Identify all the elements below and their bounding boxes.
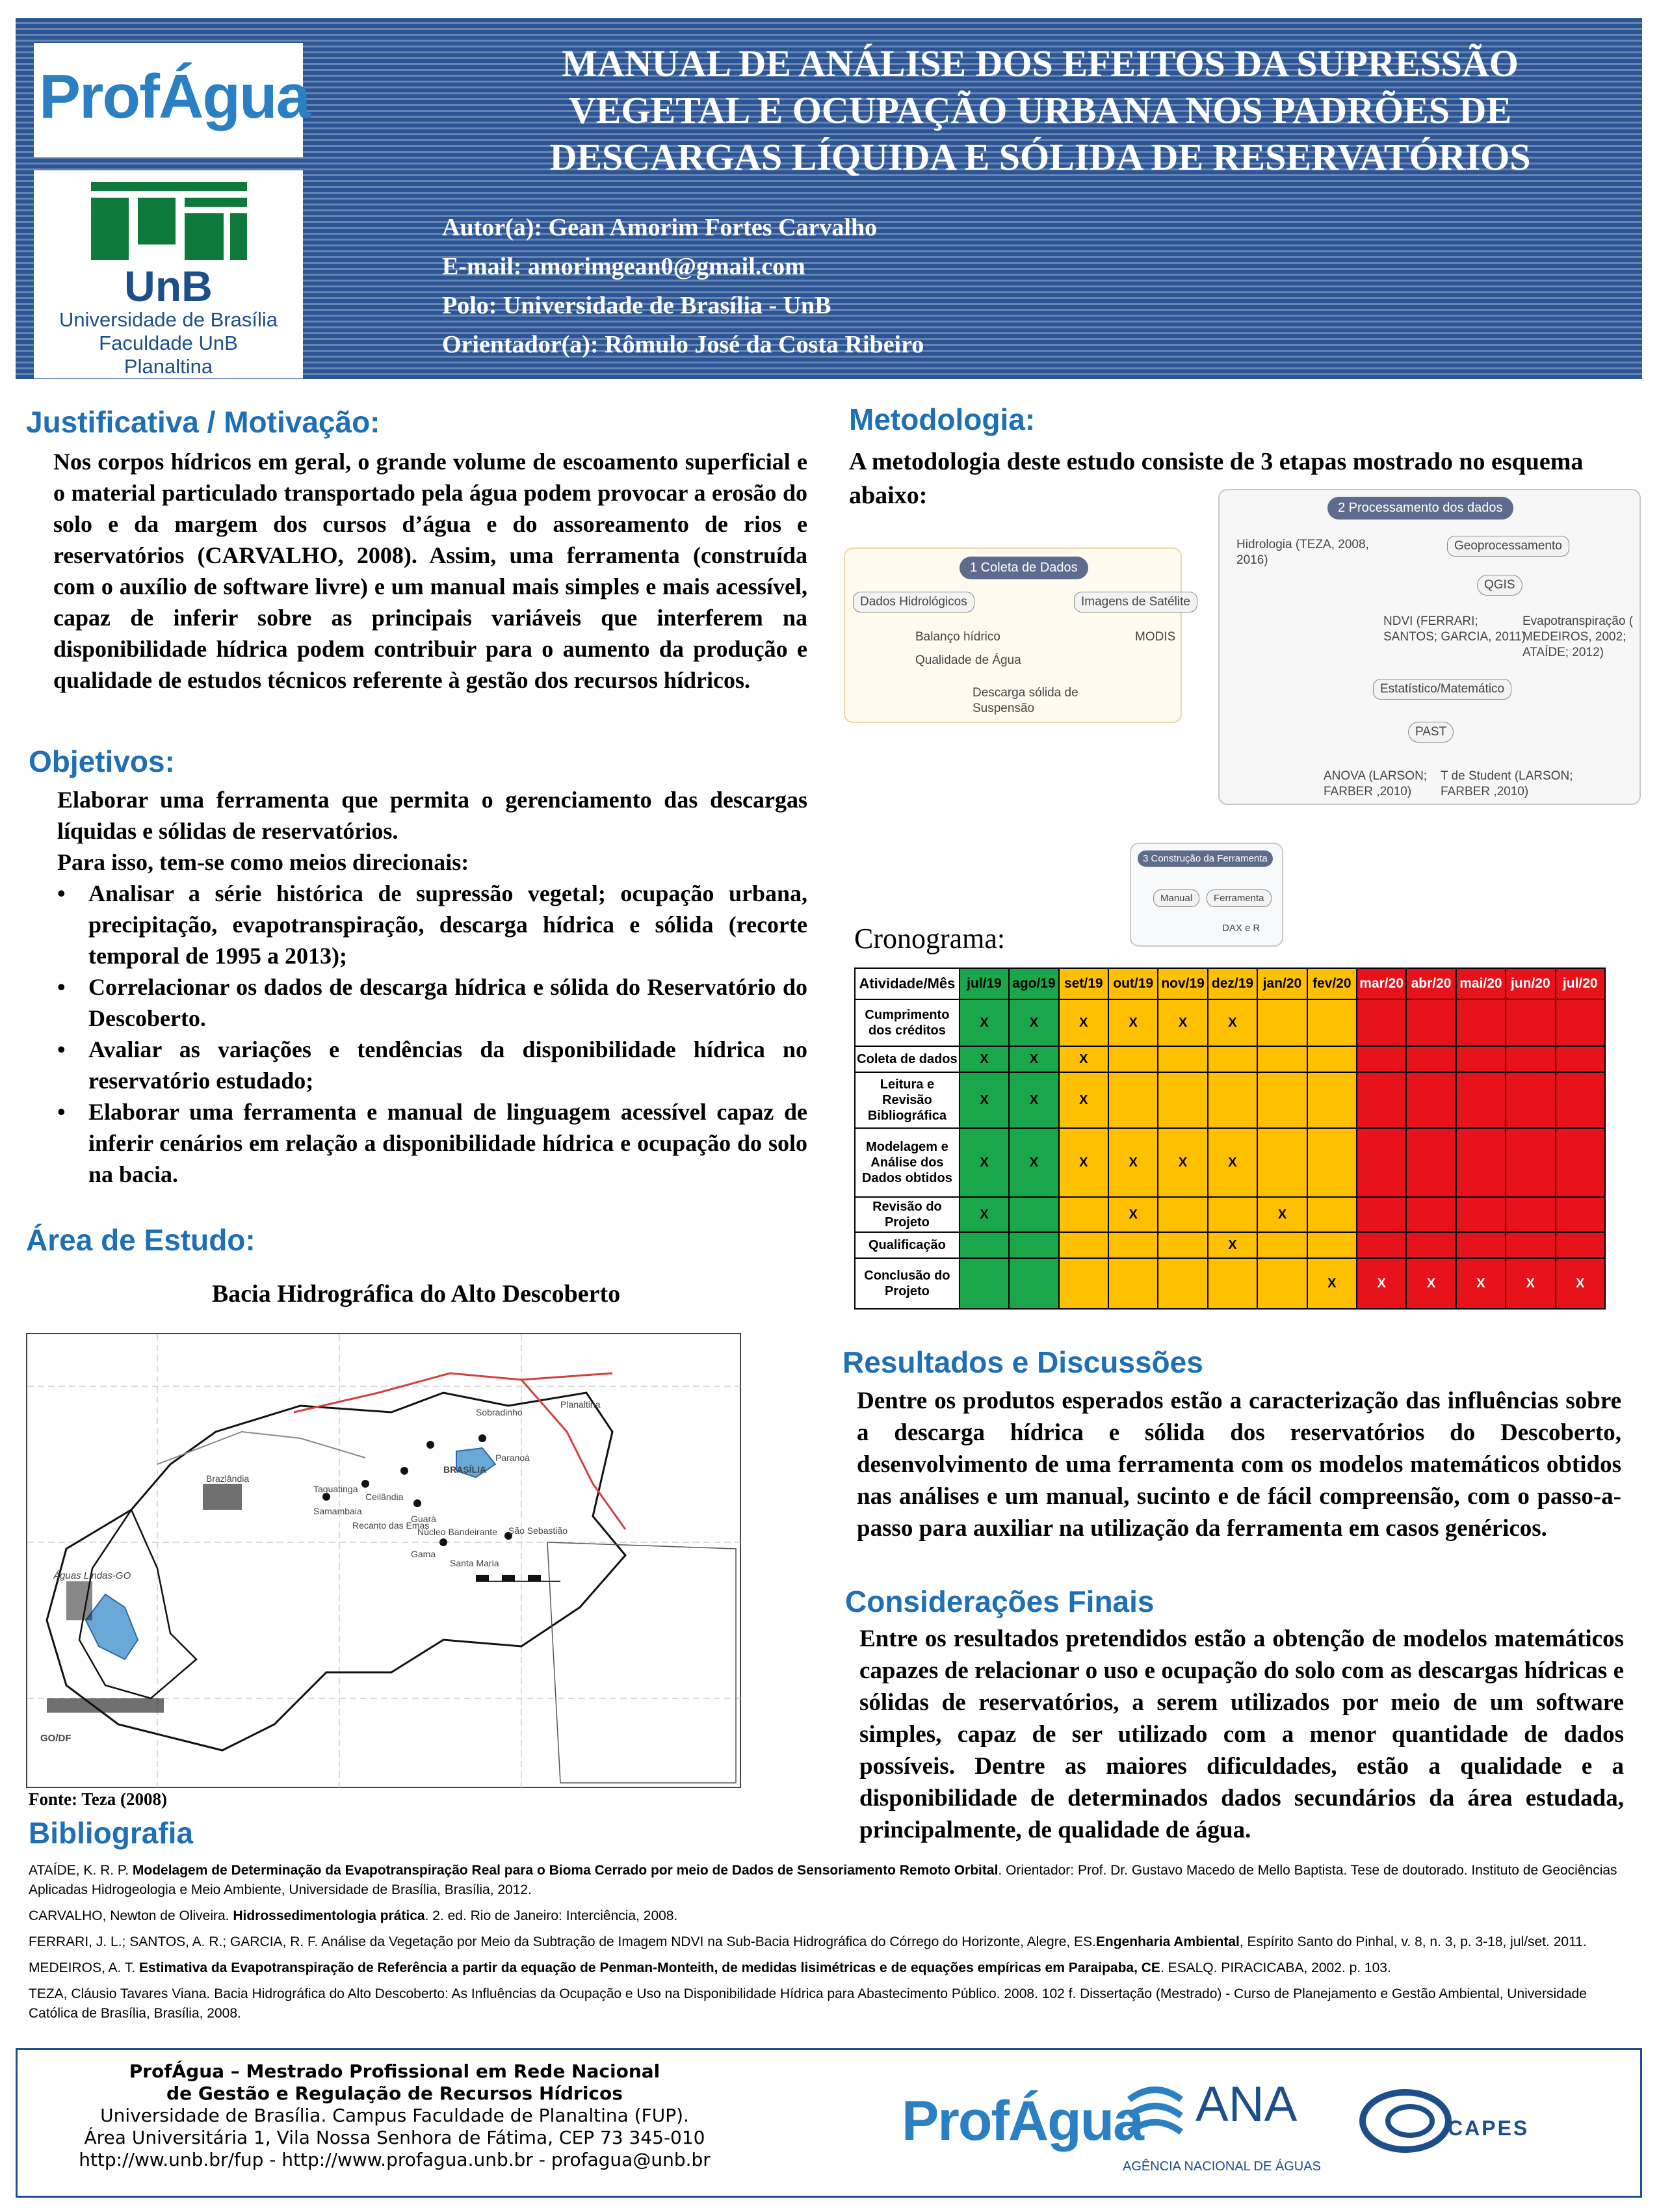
cronograma-cell <box>1556 1232 1605 1258</box>
stage-3-node: Ferramenta <box>1207 889 1272 907</box>
cronograma-cell <box>1506 1128 1555 1197</box>
cronograma-cell <box>1506 999 1555 1046</box>
cronograma-cell <box>1009 1197 1058 1232</box>
profagua-logo-text: ProfÁgua <box>39 62 309 131</box>
map-label: Núcleo Bandeirante <box>417 1527 497 1537</box>
cronograma-cell: X <box>1009 1072 1058 1128</box>
map-label: Sobradinho <box>476 1407 523 1417</box>
cronograma-cell <box>1059 1258 1108 1309</box>
cronograma-cell <box>1556 999 1605 1046</box>
cronograma-cell <box>1456 1197 1506 1232</box>
consideracoes-text: Entre os resultados pretendidos estão a obtenção de modelos matemáticos capazes de relacionar o uso e ocupação do solo com as descargas hídricas e sólidas de reservatórios, a serem utilizados por meio de um software simples, capaz de ser utilizado com a menor quantidade de dados possíveis. Dentre as maiores dificuldades, estão a qualidade e a disponibilidade de determinados dados secundários da área estudada, principalmente, de qualidade de água. <box>859 1626 1624 1843</box>
unb-line-1: Universidade de Brasília <box>59 308 278 331</box>
cronograma-cell <box>1108 1258 1158 1309</box>
cronograma-cell <box>1009 1258 1058 1309</box>
cronograma-cell <box>1158 1072 1207 1128</box>
cronograma-cell <box>1108 1072 1158 1128</box>
cronograma-activity: Coleta de dados <box>855 1046 960 1072</box>
resultados-text: Dentre os produtos esperados estão a caracterização das influências sobre a descarga hídrica e sólida dos reservatórios do Descoberto, desenvolvimento de uma ferramenta com os modelos matemáticos obtidos nas análises e um manual, sucinto e de fácil compreensão, com o passo-a-passo para auxiliar na utilização da ferramenta em casos genéricos. <box>857 1388 1621 1542</box>
stage-1-text: Balanço hídrico <box>915 630 1000 644</box>
list-item: • Avaliar as variações e tendências da disponibilidade hídrica no reservatório estudado; <box>57 1034 807 1096</box>
cronograma-cell: X <box>1208 1232 1257 1258</box>
map-label: Paranoá <box>495 1453 530 1463</box>
cronograma-month: mar/20 <box>1357 968 1406 999</box>
cronograma-cell <box>1257 1232 1307 1258</box>
cronograma-cell: X <box>960 1072 1009 1128</box>
cronograma-cell: X <box>1108 999 1158 1046</box>
cronograma-cell <box>1506 1232 1555 1258</box>
footer-line-3: Universidade de Brasília. Campus Faculdade de Planaltina (FUP). <box>100 2105 689 2126</box>
map-label: Guará <box>411 1514 436 1524</box>
cronograma-cell <box>1208 1258 1257 1309</box>
cronograma-cell: X <box>1009 999 1058 1046</box>
cronograma-cell: X <box>960 999 1009 1046</box>
cronograma-cell: X <box>1009 1128 1058 1197</box>
cronograma-cell: X <box>1158 999 1207 1046</box>
cronograma-cell <box>1257 1046 1307 1072</box>
stage-2-text: FARBER ,2010) <box>1441 785 1529 798</box>
map-label: Águas Lindas-GO <box>53 1570 131 1581</box>
bib-ref-title: Hidrossedimentologia prática <box>233 1908 425 1923</box>
stage-1-node: Imagens de Satélite <box>1074 592 1197 612</box>
cronograma-cell <box>1556 1128 1605 1197</box>
stage-2-text: 2016) <box>1236 553 1268 567</box>
cronograma-cell <box>1406 1232 1456 1258</box>
cronograma-cell <box>1108 1046 1158 1072</box>
unb-logo <box>34 170 303 378</box>
footer-line-4: Área Universitária 1, Vila Nossa Senhora de Fátima, CEP 73 345-010 <box>84 2127 705 2148</box>
stage-2-node: PAST <box>1408 722 1454 743</box>
map-label: Ceilândia <box>365 1492 404 1502</box>
cronograma-cell <box>1108 1232 1158 1258</box>
stage-1-text: Descarga sólida de <box>973 686 1078 700</box>
map-label: Brazlândia <box>206 1473 250 1484</box>
cronograma-month: dez/19 <box>1208 968 1257 999</box>
author-info <box>442 208 1352 364</box>
cronograma-cell: X <box>1208 999 1257 1046</box>
objetivos-list <box>57 878 807 1190</box>
cronograma-cell <box>1158 1046 1207 1072</box>
cronograma-month: abr/20 <box>1406 968 1456 999</box>
cronograma-cell <box>1208 1046 1257 1072</box>
cronograma-cell <box>1357 1046 1406 1072</box>
cronograma-cell <box>1357 1232 1406 1258</box>
cronograma-cell <box>1406 1197 1456 1232</box>
footer <box>16 2048 1642 2198</box>
cronograma-cell <box>1406 1128 1456 1197</box>
stage-2-text: ANOVA (LARSON; <box>1324 769 1428 783</box>
stage-2-text: T de Student (LARSON; <box>1441 769 1573 783</box>
stage-3-node: Manual <box>1153 889 1199 907</box>
bib-ref <box>29 1932 1634 1952</box>
metodologia-text: A metodologia deste estudo consiste de 3 etapas mostrado no esquema abaixo: <box>849 448 1584 509</box>
stage-2-text: NDVI (FERRARI; <box>1383 614 1478 628</box>
stage-2-node: Geoprocessamento <box>1447 536 1569 557</box>
cronograma-cell: X <box>1059 999 1108 1046</box>
cronograma-cell <box>1158 1258 1207 1309</box>
stage-1-diagram <box>844 547 1190 723</box>
cronograma-month: jun/20 <box>1506 968 1555 999</box>
cronograma-cell: X <box>960 1046 1009 1072</box>
cronograma-heading: Cronograma: <box>854 923 1006 955</box>
stage-2-text: Evapotranspiração ( <box>1522 614 1634 628</box>
ana-wave-icon <box>1123 2080 1188 2152</box>
objetivos-heading: Objetivos: <box>29 744 175 778</box>
objetivos-intro: Elaborar uma ferramenta que permita o gerenciamento das descargas líquidas e sólidas de reservatórios. <box>57 787 807 844</box>
map-label: BRASÍLIA <box>443 1464 487 1475</box>
stage-1-text: Suspensão <box>973 702 1035 715</box>
stage-2-node: QGIS <box>1477 575 1522 596</box>
stage-2-text: SANTOS; GARCIA, 2011) <box>1383 630 1526 644</box>
stage-1-title: 1 Coleta de Dados <box>960 557 1088 579</box>
footer-line-5: http://ww.unb.br/fup - http://www.profagua.unb.br - profagua@unb.br <box>79 2149 711 2170</box>
cronograma-cell <box>1456 1046 1506 1072</box>
stage-2-diagram <box>1218 489 1641 805</box>
stage-2-text: MEDEIROS, 2002; <box>1522 630 1626 644</box>
bib-ref <box>29 1958 1634 1978</box>
stage-1-text: Qualidade de Água <box>915 653 1021 667</box>
cronograma-cell <box>1456 999 1506 1046</box>
consideracoes-heading: Considerações Finais <box>845 1585 1155 1618</box>
bib-ref-text: , Espírito Santo do Pinhal, v. 8, n. 3, p. 3-18, jul/set. 2011. <box>1239 1934 1587 1949</box>
stage-2-title: 2 Processamento dos dados <box>1327 497 1513 520</box>
cronograma-activity: Leitura e Revisão Bibliográfica <box>855 1072 960 1128</box>
bib-ref <box>29 1861 1634 1900</box>
cronograma-cell <box>960 1232 1009 1258</box>
footer-line-2: de Gestão e Regulação de Recursos Hídricos <box>166 2083 623 2104</box>
cronograma-cell <box>1257 1072 1307 1128</box>
ana-logo-subtitle: AGÊNCIA NACIONAL DE ÁGUAS <box>1123 2159 1321 2174</box>
justificativa-text: Nos corpos hídricos em geral, o grande volume de escoamento superficial e o material particulado transportado pela água podem provocar a erosão do solo e da margem dos cursos d’água e do assoreamento de rios e reservatórios (CARVALHO, 2008). Assim, uma ferramenta (construída com o auxílio de software livre) e um manual mais simples e mais acessível, capaz de inferir sobre as principais variáveis que interferem na disponibilidade hídrica podem contribuir para o aumento da produção e qualidade de estudos técnicos referente à gestão dos recursos hídricos. <box>53 449 807 693</box>
study-area-map-figure <box>27 1334 742 1789</box>
cronograma-month: ago/19 <box>1009 968 1058 999</box>
cronograma-cell <box>1307 1128 1357 1197</box>
cronograma-cell <box>1357 1197 1406 1232</box>
bib-ref-text: FERRARI, J. L.; SANTOS, A. R.; GARCIA, R. F. Análise da Vegetação por Meio da Subtração de Imagem NDVI na Sub-Bacia Hidrográfica do Córrego do Horizonte, Alegre, ES. <box>29 1934 1096 1949</box>
study-area-map <box>26 1333 741 1788</box>
title-line-3: DESCARGAS LÍQUIDA E SÓLIDA DE RESERVATÓRIOS <box>549 136 1531 178</box>
cronograma-cell <box>1456 1128 1506 1197</box>
author: Autor(a): Gean Amorim Fortes Carvalho <box>442 214 878 241</box>
cronograma-cell: X <box>1357 1258 1406 1309</box>
cronograma-cell: X <box>1257 1197 1307 1232</box>
cronograma-cell <box>1506 1197 1555 1232</box>
cronograma-cell <box>1307 1232 1357 1258</box>
area-heading: Área de Estudo: <box>26 1223 255 1257</box>
map-label: São Sebastião <box>508 1525 568 1536</box>
cronograma-cell <box>1556 1046 1605 1072</box>
cronograma-cell <box>1406 999 1456 1046</box>
bib-ref <box>29 1984 1634 2023</box>
cronograma-cell: X <box>1556 1258 1605 1309</box>
cronograma-cell <box>1208 1072 1257 1128</box>
stage-3-text: DAX e R <box>1222 923 1261 934</box>
cronograma-cell: X <box>1506 1258 1555 1309</box>
map-source: Fonte: Teza (2008) <box>29 1789 167 1809</box>
cronograma-cell <box>1357 999 1406 1046</box>
cronograma-cell <box>1257 999 1307 1046</box>
map-label: Recanto das Emas <box>352 1520 430 1531</box>
bibliografia-heading: Bibliografia <box>29 1816 194 1850</box>
cronograma-cell: X <box>1158 1128 1207 1197</box>
bib-ref-text: MEDEIROS, A. T. <box>29 1960 139 1975</box>
stage-2-node: Estatístico/Matemático <box>1373 679 1511 700</box>
unb-line-2: Faculdade UnB <box>99 332 238 354</box>
profagua-logo <box>34 43 309 157</box>
stage-2-text: ATAÍDE; 2012) <box>1522 646 1604 659</box>
capes-ring-icon <box>1357 2085 1454 2157</box>
cronograma-month: set/19 <box>1059 968 1108 999</box>
map-label: Planaltina <box>560 1399 601 1410</box>
footer-line-1: ProfÁgua – Mestrado Profissional em Rede Nacional <box>129 2061 660 2082</box>
advisor: Orientador(a): Rômulo José da Costa Ribeiro <box>442 331 924 358</box>
cronograma-cell <box>1307 1046 1357 1072</box>
bib-ref-text: . ESALQ. PIRACICABA, 2002. p. 103. <box>1160 1960 1391 1975</box>
title-line-2: VEGETAL E OCUPAÇÃO URBANA NOS PADRÕES DE <box>568 89 1512 131</box>
resultados-heading: Resultados e Discussões <box>843 1345 1203 1379</box>
cronograma-cell: X <box>1059 1072 1108 1128</box>
capes-logo-text: CAPES <box>1448 2116 1530 2140</box>
cronograma-cell <box>1257 1258 1307 1309</box>
bib-ref-text: . Orientador: Prof. Dr. Gustavo Macedo de Mello Baptista. Tese de doutorado. Instituto de Geociências Aplicadas Hidrogeologia e Meio Ambiente, Universidade de Brasília, Brasília, 2012. <box>29 1863 1617 1897</box>
cronograma-cell <box>1556 1197 1605 1232</box>
cronograma-activity: Revisão do Projeto <box>855 1197 960 1232</box>
cronograma-month: fev/20 <box>1307 968 1357 999</box>
bib-ref <box>29 1906 1634 1926</box>
map-label: GO/DF <box>40 1733 72 1744</box>
cronograma-cell: X <box>1208 1128 1257 1197</box>
cronograma-cell <box>1307 1197 1357 1232</box>
unb-emblem-icon <box>91 182 247 260</box>
cronograma-cell <box>1506 1072 1555 1128</box>
cronograma-cell: X <box>1009 1046 1058 1072</box>
map-label: Santa Maria <box>450 1558 499 1568</box>
list-item: • Correlacionar os dados de descarga hídrica e sólida do Reservatório do Descoberto. <box>57 971 807 1034</box>
footer-profagua-logo: ProfÁgua <box>902 2090 1143 2152</box>
bib-ref-title: Modelagem de Determinação da Evapotranspiração Real para o Bioma Cerrado por meio de Dados de Sensoriamento Remoto Orbital <box>132 1863 999 1878</box>
cronograma-cell: X <box>960 1128 1009 1197</box>
cronograma-activity: Cumprimento dos créditos <box>855 999 960 1046</box>
cronograma-cell <box>1456 1072 1506 1128</box>
cronograma-month: out/19 <box>1108 968 1158 999</box>
cronograma-header-label: Atividade/Mês <box>855 968 960 999</box>
cronograma-cell <box>1009 1232 1058 1258</box>
cronograma-cell <box>1158 1197 1207 1232</box>
cronograma-activity: Qualificação <box>855 1232 960 1258</box>
map-title: Bacia Hidrográfica do Alto Descoberto <box>211 1280 621 1308</box>
cronograma-month: jul/20 <box>1556 968 1605 999</box>
cronograma-cell: X <box>1059 1128 1108 1197</box>
stage-3-title: 3 Construção da Ferramenta <box>1138 850 1273 867</box>
bib-ref-title: Estimativa da Evapotranspiração de Referência a partir da equação de Penman-Monteith, de medidas lisimétricas e de equações empíricas em Paraipaba, CE <box>139 1960 1160 1975</box>
bib-ref-text: . 2. ed. Rio de Janeiro: Interciência, 2008. <box>425 1908 678 1923</box>
stage-1-text: MODIS <box>1135 630 1176 644</box>
cronograma-cell <box>1059 1197 1108 1232</box>
title-line-1: MANUAL DE ANÁLISE DOS EFEITOS DA SUPRESSÃO <box>562 42 1519 85</box>
ana-logo-text: ANA <box>1195 2077 1298 2132</box>
unb-logo-text: UnB <box>124 262 213 310</box>
polo: Polo: Universidade de Brasília - UnB <box>442 292 831 319</box>
cronograma-cell: X <box>1108 1197 1158 1232</box>
cronograma-activity: Modelagem e Análise dos Dados obtidos <box>855 1128 960 1197</box>
stage-2-text: Hidrologia (TEZA, 2008, <box>1236 538 1369 551</box>
cronograma-cell <box>1406 1072 1456 1128</box>
bibliography-list <box>29 1861 1634 2023</box>
email: E-mail: amorimgean0@gmail.com <box>442 253 805 280</box>
bib-ref-text: TEZA, Cláusio Tavares Viana. Bacia Hidrográfica do Alto Descoberto: As Influências da Ocupação e Uso na Disponibilidade Hídrica para Abastecimento Público. 2008. 102 f. Dissertação (Mestrado) - Curso de Planejamento e Gestão Ambiental, Universidade Católica de Brasília, Brasília, 2008. <box>29 1986 1587 2021</box>
cronograma-month: jan/20 <box>1257 968 1307 999</box>
cronograma-cell: X <box>1456 1258 1506 1309</box>
metodologia-heading: Metodologia: <box>849 402 1036 436</box>
bib-ref-title: Engenharia Ambiental <box>1095 1934 1240 1949</box>
cronograma-cell <box>1556 1072 1605 1128</box>
cronograma-cell: X <box>1059 1046 1108 1072</box>
cronograma-cell: X <box>1307 1258 1357 1309</box>
objetivos-lead: Para isso, tem-se como meios direcionais: <box>57 849 469 875</box>
footer-address <box>18 2061 772 2171</box>
cronograma-cell <box>1456 1232 1506 1258</box>
cronograma-cell <box>1357 1072 1406 1128</box>
cronograma-cell <box>1307 1072 1357 1128</box>
cronograma-cell <box>1059 1232 1108 1258</box>
cronograma-cell <box>1257 1128 1307 1197</box>
cronograma-cell <box>1357 1128 1406 1197</box>
cronograma-month: jul/19 <box>960 968 1009 999</box>
map-label: Taguatinga <box>313 1484 358 1494</box>
cronograma-cell: X <box>960 1197 1009 1232</box>
cronograma-cell: X <box>1406 1258 1456 1309</box>
cronograma-cell <box>960 1258 1009 1309</box>
cronograma-activity: Conclusão do Projeto <box>855 1258 960 1309</box>
cronograma-month: mai/20 <box>1456 968 1506 999</box>
bib-ref-text: ATAÍDE, K. R. P. <box>29 1863 133 1878</box>
objetivos-body <box>57 784 807 1190</box>
map-label: Samambaia <box>313 1506 362 1516</box>
list-item: • Analisar a série histórica de supressão vegetal; ocupação urbana, precipitação, evapotranspiração, descarga hídrica e sólida (recorte temporal de 1995 a 2013); <box>57 878 807 971</box>
stage-1-node: Dados Hidrológicos <box>853 592 974 612</box>
justificativa-heading: Justificativa / Motivação: <box>26 405 380 439</box>
map-label: Gama <box>411 1549 436 1559</box>
cronograma-cell <box>1307 999 1357 1046</box>
cronograma-table <box>854 968 1606 1310</box>
cronograma-cell <box>1158 1232 1207 1258</box>
cronograma-month: nov/19 <box>1158 968 1207 999</box>
cronograma-cell: X <box>1108 1128 1158 1197</box>
cronograma-cell <box>1406 1046 1456 1072</box>
unb-line-3: Planaltina <box>124 355 213 378</box>
cronograma-cell <box>1208 1197 1257 1232</box>
list-item: • Elaborar uma ferramenta e manual de linguagem acessível capaz de inferir cenários em relação a disponibilidade hídrica e ocupação do solo na bacia. <box>57 1096 807 1190</box>
cronograma-cell <box>1506 1046 1555 1072</box>
stage-2-text: FARBER ,2010) <box>1324 785 1412 798</box>
stage-3-diagram <box>1130 843 1283 947</box>
bib-ref-text: CARVALHO, Newton de Oliveira. <box>29 1908 233 1923</box>
poster-title <box>468 40 1612 181</box>
